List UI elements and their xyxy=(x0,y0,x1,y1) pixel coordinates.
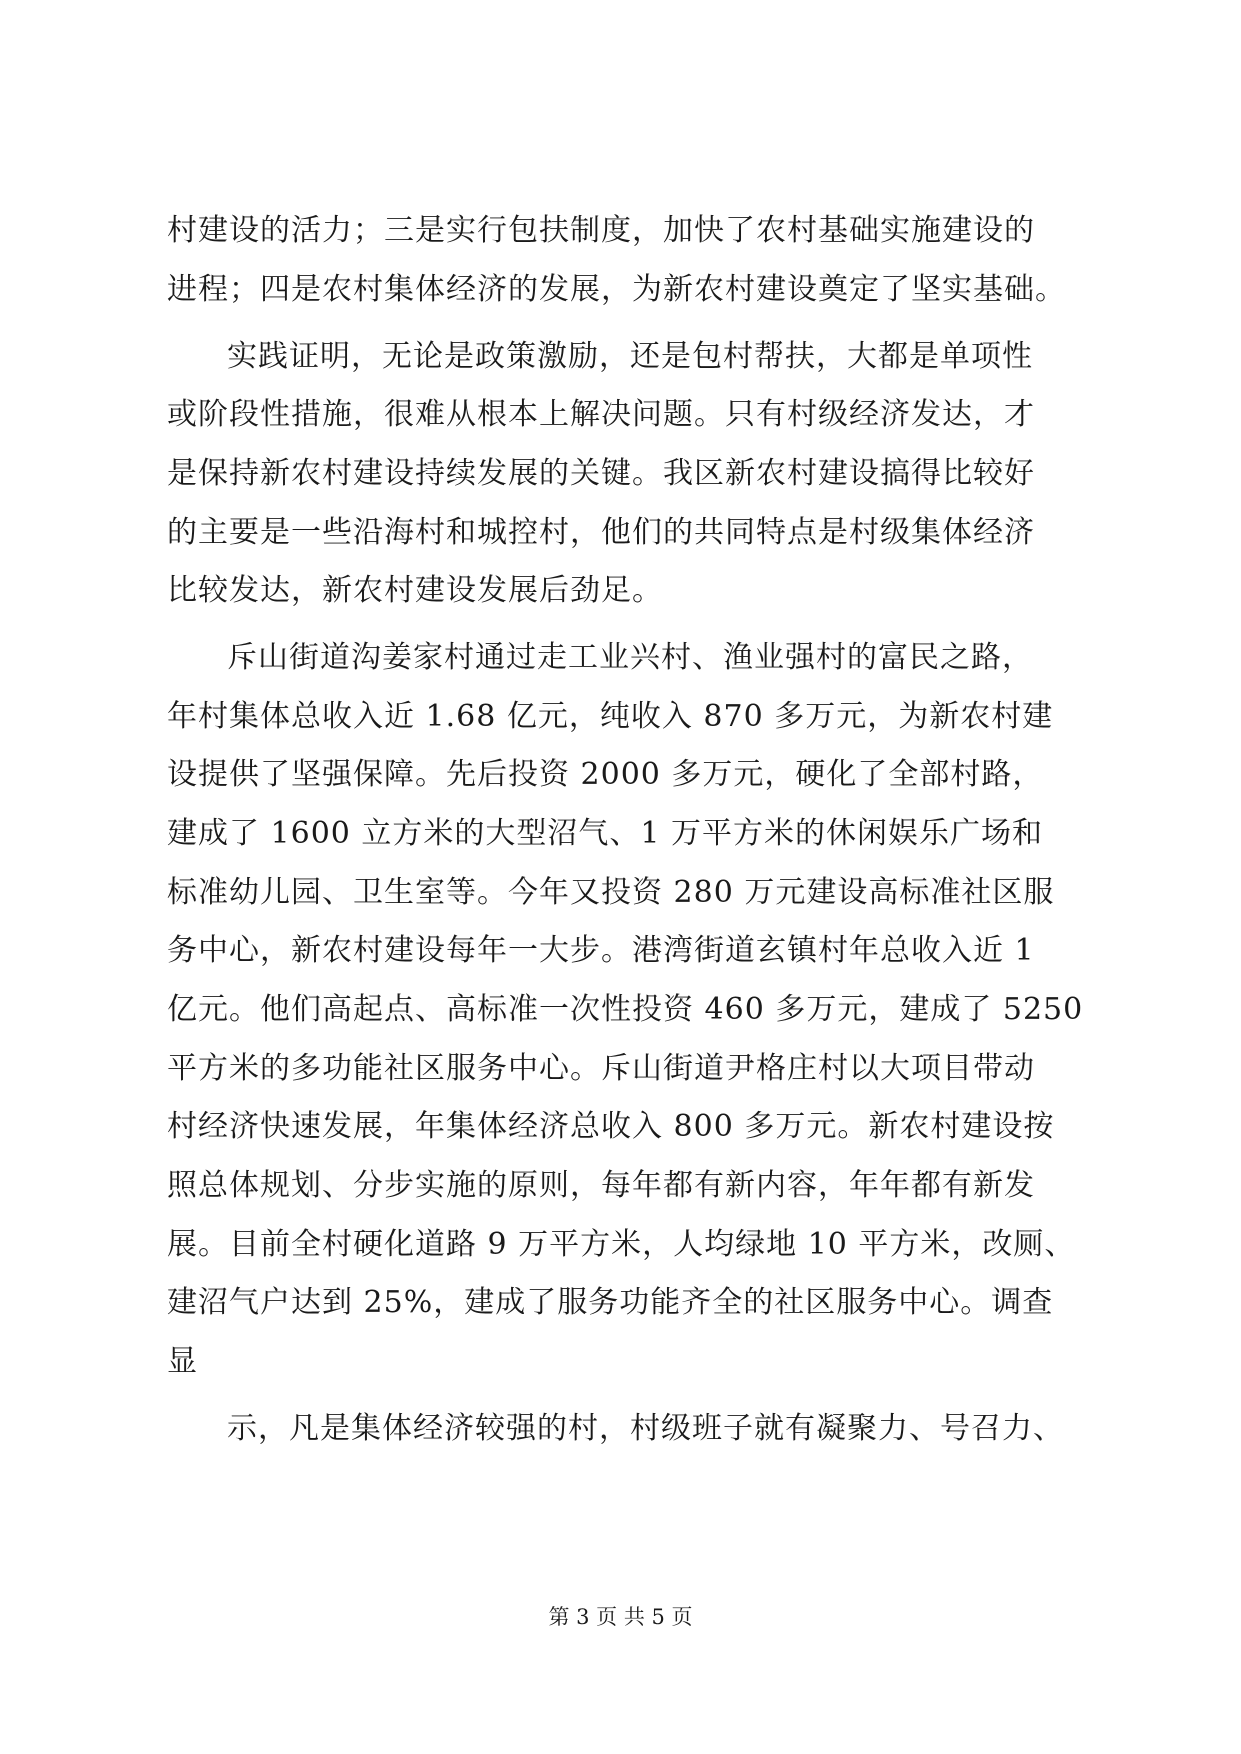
text-line: 标准幼儿园、卫生室等。今年又投资 280 万元建设高标准社区服 xyxy=(167,875,1055,910)
text-line: 平方米的多功能社区服务中心。斥山街道尹格庄村以大项目带动 xyxy=(167,1051,1035,1086)
text-line: 是保持新农村建设持续发展的关键。我区新农村建设搞得比较好 xyxy=(167,456,1035,491)
page-number-footer: 第 3 页 共 5 页 xyxy=(548,1605,693,1629)
text-line: 设提供了坚强保障。先后投资 2000 多万元，硬化了全部村路， xyxy=(167,757,1044,792)
text-line: 建成了 1600 立方米的大型沼气、1 万平方米的休闲娱乐广场和 xyxy=(167,816,1044,851)
text-line: 照总体规划、分步实施的原则，每年都有新内容，年年都有新发 xyxy=(167,1168,1035,1203)
text-line: 进程；四是农村集体经济的发展，为新农村建设奠定了坚实基础。 xyxy=(167,272,1066,307)
text-line: 村经济快速发展，年集体经济总收入 800 多万元。新农村建设按 xyxy=(167,1109,1055,1144)
text-line: 展。目前全村硬化道路 9 万平方米，人均绿地 10 平方米，改厕、 xyxy=(167,1227,1076,1262)
paragraph-start-line: 实践证明，无论是政策激励，还是包村帮扶，大都是单项性 xyxy=(227,339,1033,374)
text-line: 的主要是一些沿海村和城控村，他们的共同特点是村级集体经济 xyxy=(167,515,1035,550)
text-line: 村建设的活力；三是实行包扶制度，加快了农村基础实施建设的 xyxy=(167,213,1035,248)
text-line: 年村集体总收入近 1.68 亿元，纯收入 870 多万元，为新农村建 xyxy=(167,699,1054,734)
text-line: 务中心，新农村建设每年一大步。港湾街道玄镇村年总收入近 1 xyxy=(167,933,1035,968)
text-line: 比较发达，新农村建设发展后劲足。 xyxy=(167,573,663,608)
text-line: 或阶段性措施，很难从根本上解决问题。只有村级经济发达，才 xyxy=(167,397,1035,432)
text-line: 建沼气户达到 25%，建成了服务功能齐全的社区服务中心。调查 xyxy=(167,1285,1054,1320)
text-line: 显 xyxy=(167,1344,198,1379)
text-line: 亿元。他们高起点、高标准一次性投资 460 多万元，建成了 5250 xyxy=(167,992,1084,1027)
paragraph-start-line: 斥山街道沟姜家村通过走工业兴村、渔业强村的富民之路， xyxy=(227,640,1033,675)
paragraph-start-line: 示，凡是集体经济较强的村，村级班子就有凝聚力、号召力、 xyxy=(227,1411,1064,1446)
